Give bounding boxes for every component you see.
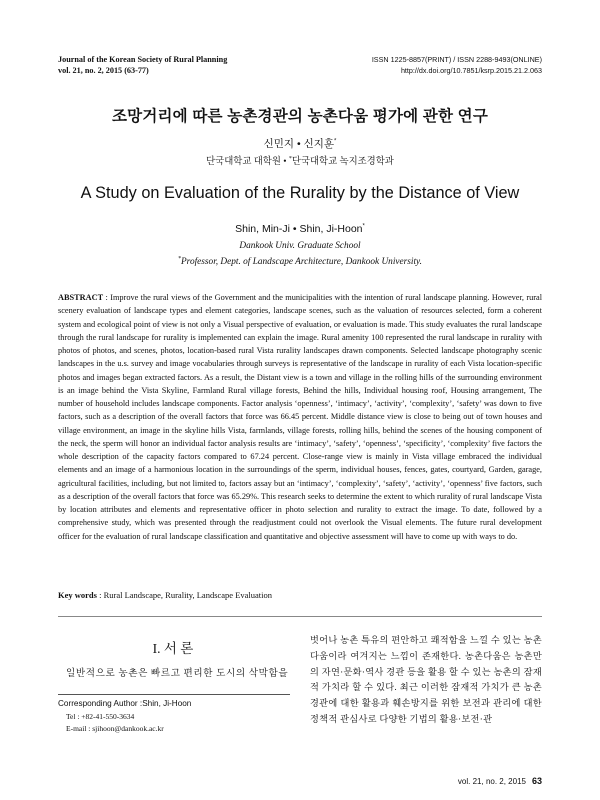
doi-link[interactable]: http://dx.doi.org/10.7851/ksrp.2015.21.2.063 <box>400 66 542 75</box>
english-affiliation-1: Dankook Univ. Graduate School <box>239 241 361 251</box>
english-affiliation-mark: * <box>178 255 181 262</box>
keywords-text: : Rural Landscape, Rurality, Landscape Evaluation <box>96 590 273 600</box>
page-number: 63 <box>531 776 542 786</box>
left-column-paragraph: 일반적으로 농촌은 빠르고 편리한 도시의 삭막함을 <box>66 668 289 679</box>
korean-affiliation-mark: * <box>288 155 292 162</box>
right-column-paragraph: 벗어나 농촌 특유의 편안하고 쾌적함을 느낄 수 있는 농촌다움이라 여겨지는 느낌이 존재한다. 농촌다움은 농촌만의 자연·문화·역사 경관 등을 활용 할 수 있는 농촌의 잠재적 가치라 할 수 있다. 최근 이러한 잠재적 가치가 큰 농촌경관에 대한 활용과 훼손방지를 위한 보전과 관리에 대한 정책적 관심사로 다양한 기법의 활용·보전·관 <box>310 635 542 724</box>
journal-volume: vol. 21, no. 2, 2015 (63-77) <box>58 66 149 75</box>
korean-affiliation-1: 단국대학교 대학원 • <box>206 157 289 167</box>
korean-affiliation-2: 단국대학교 녹지조경학과 <box>291 157 394 167</box>
section-title: 서 론 <box>163 641 194 656</box>
footnote-divider <box>58 694 290 695</box>
abstract <box>58 291 542 543</box>
english-author-mark: * <box>362 223 365 230</box>
section-number: I. <box>152 641 161 656</box>
page-footer <box>458 776 542 786</box>
footnote-tel: Tel : +82-41-550-3634 <box>66 712 135 721</box>
keywords <box>58 590 272 600</box>
abstract-label: ABSTRACT <box>58 293 104 302</box>
korean-authors <box>0 136 600 151</box>
korean-title: 조망거리에 따른 농촌경관의 농촌다움 평가에 관한 연구 <box>111 108 489 125</box>
korean-author-names: 신민지 • 신지훈 <box>263 138 335 150</box>
footnote-email[interactable]: E-mail : sjihoon@dankook.ac.kr <box>66 724 164 733</box>
english-affiliation-2 <box>0 257 600 267</box>
corresponding-author: Corresponding Author :Shin, Ji-Hoon <box>58 699 192 708</box>
section-heading <box>58 636 288 658</box>
issn: ISSN 1225-8857(PRINT) / ISSN 2288-9493(ONLINE) <box>371 55 542 64</box>
keywords-label: Key words <box>58 590 97 600</box>
abstract-text: : Improve the rural views of the Government and the municipalities with the intention of rural landscape planning. However, rural scenery evaluation of landscape types and element categories, landscape scenes, such as the valuation of resources selected, form a coherent system and ecological point of view is not only a Visual perspective of evaluation, or evaluation is made. This study evaluates the rural landscape through the rural landscape for rurality is implemented can explain the image. Rural amenity 100 represented the rural landscape in rurality with photos of photos, and scenes, photos, location-based rural Vista rurality landscapes drawn components. Selected landscape photography scenic landscapes in the u.s. survey and image vocabularies through surveys is representative of the landscape in rurality of each Vista location-specific photos and images began extracted factors. As a result, the Distant view is a town and village in the rolling hills of the surrounding environment is an image behind the Vista Skyline, Farmland Rural village forests, Behind the hills, Individual housing roof, Housing arrangement, The number of household includes landscape components. Factor analysis ‘openness’, ‘intimacy’, ‘activity’, ‘complexity’, ‘safety’ was down to five factors, such as a description of the overall factors that force was 66.45 percent. Middle distance view is close to being out of town houses and village environment, an image in the skyline hills Vista, farmlands, village forests, rolling hills, behind the scenes of the housing component of the neck, the sperm will honor an individual factor analysis results are ‘intimacy’, ‘safety’, ‘openness’, ‘specificity’, ‘complexity’ five factors the whole description of the capacity factors compared to 67.24 percent. Close-range view is mainly in Vista village embraced the individual elements and an image of a harmonious location in the surroundings of the sperm, individual houses, fences, gates, courtyard, Garden, garage, agricultural facilities, including, but not limited to, factors assay but an ‘intimacy’, ‘complexity’, ‘safety’, ‘activity’, ‘openness’ five factors, such as a description of the overall factors that force was 65.29%. This research seeks to determine the extent to which rurality of rural landscape Vista by location attributes and elements and representative officer in photo selection and rurality to extract the image. To date, followed by a comprehensive study, which was presented through the readjustment could not overlook the Visual elements. The future rural development officer for the evaluation of rural landscape classification and quantitative and objective assessment will have to come up with ways to do. <box>58 293 542 541</box>
english-affiliation-2-text: Professor, Dept. of Landscape Architecture, Dankook University. <box>181 257 422 267</box>
footer-issue: vol. 21, no. 2, 2015 <box>457 777 526 786</box>
korean-author-mark: * <box>334 138 337 145</box>
section-divider <box>58 616 542 617</box>
english-author-names: Shin, Min-Ji • Shin, Ji-Hoon <box>235 223 363 235</box>
journal-header <box>58 54 227 76</box>
english-authors <box>0 223 600 235</box>
korean-affiliation <box>0 153 600 167</box>
journal-name: Journal of the Korean Society of Rural Planning <box>58 55 228 64</box>
issn-header <box>372 54 542 76</box>
english-title: A Study on Evaluation of the Rurality by the Distance of View <box>80 184 520 202</box>
